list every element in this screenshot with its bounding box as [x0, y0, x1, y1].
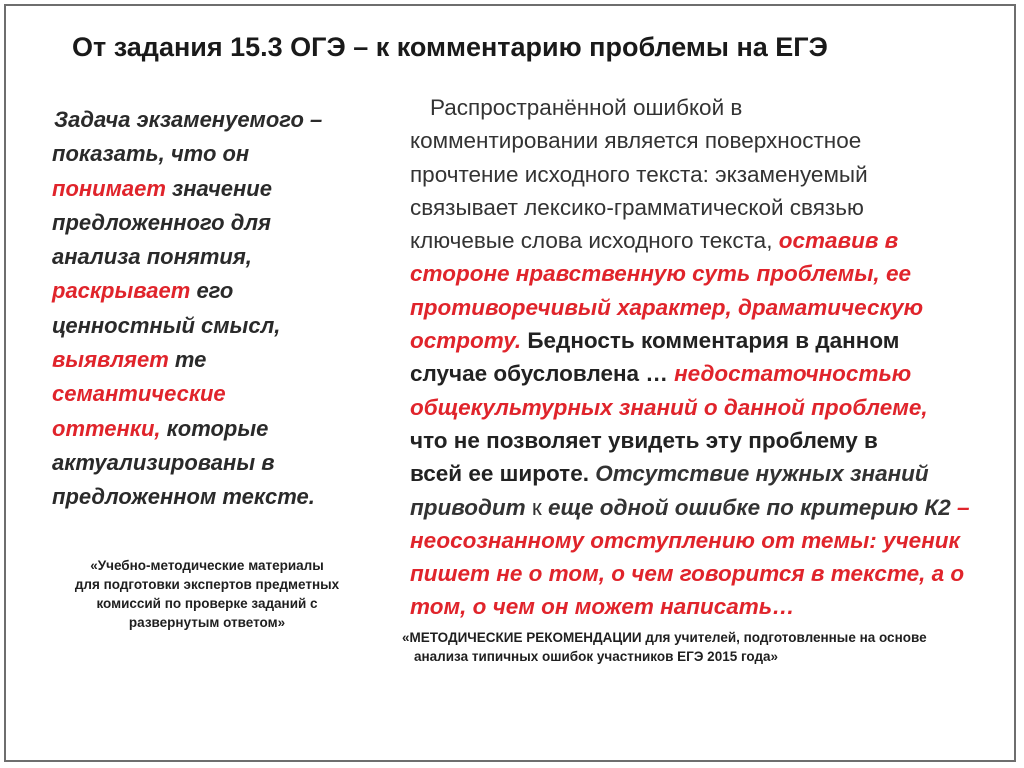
bold-run: Бедность комментария в данном	[521, 328, 900, 354]
left-line	[52, 412, 372, 446]
right-line	[410, 391, 1010, 424]
citation-line: «МЕТОДИЧЕСКИЕ РЕКОМЕНДАЦИИ для учителей, подготовленные на основе	[402, 630, 927, 645]
left-line	[52, 103, 372, 137]
text-run: комментировании является поверхностное	[410, 128, 862, 154]
highlight-run: оставив в	[778, 228, 899, 254]
highlight-run: семантические	[52, 381, 226, 407]
right-line	[410, 291, 1010, 324]
right-line	[410, 158, 1010, 191]
left-source-citation	[42, 556, 372, 632]
text-run: которые	[160, 415, 269, 441]
text-run: актуализированы в	[52, 449, 275, 475]
citation-line: для подготовки экспертов предметных	[74, 577, 340, 592]
right-paragraph	[410, 91, 1010, 624]
highlight-run: неосознанному отступлению от темы: ученик	[410, 527, 960, 553]
right-line	[410, 424, 1010, 457]
citation-line: развернутым ответом»	[128, 615, 286, 630]
slide	[4, 4, 1016, 762]
bold-run: всей ее широте.	[410, 461, 589, 487]
right-line	[410, 91, 1010, 124]
highlight-run: недостаточностью	[674, 361, 912, 387]
right-source-citation	[402, 628, 1022, 666]
right-line	[410, 124, 1010, 157]
citation-line: анализа типичных ошибок участников ЕГЭ 2015 года»	[414, 649, 779, 664]
text-run: Распространённой ошибкой в	[430, 95, 743, 120]
right-line	[410, 557, 1010, 590]
text-run: связывает лексико-грамматической связью	[410, 194, 864, 220]
bold-run: что не позволяет увидеть эту проблему в	[410, 427, 878, 453]
bold-run: случае обусловлена …	[410, 361, 675, 387]
left-line	[52, 240, 372, 274]
text-run: те	[168, 347, 207, 373]
bold-italic-run: еще одной ошибке по критерию К2	[548, 494, 958, 520]
slide-title: От задания 15.3 ОГЭ – к комментарию проблемы на ЕГЭ	[72, 32, 828, 62]
citation-line: комиссий по проверке заданий с	[96, 596, 318, 611]
bold-italic-run: приводит	[410, 494, 526, 520]
highlight-run: раскрывает	[52, 278, 191, 304]
highlight-run: общекультурных знаний о данной проблеме,	[410, 394, 928, 420]
highlight-run: остроту.	[410, 328, 522, 354]
highlight-run: том, о чем он может написать…	[410, 594, 795, 620]
right-line	[410, 491, 1010, 524]
highlight-run: понимает	[52, 175, 166, 201]
left-line	[52, 377, 372, 411]
text-run: показать, что он	[52, 141, 250, 167]
left-line	[52, 172, 372, 206]
text-run: прочтение исходного текста: экзаменуемый	[410, 161, 868, 187]
highlight-run: оттенки,	[52, 415, 161, 441]
left-line	[52, 446, 372, 480]
left-line	[52, 309, 372, 343]
right-line	[410, 324, 1010, 357]
bold-italic-run: Отсутствие нужных знаний	[588, 461, 929, 487]
highlight-run: стороне нравственную суть проблемы, ее	[410, 261, 911, 287]
left-line	[52, 343, 372, 377]
citation-line: «Учебно-методические материалы	[90, 558, 324, 573]
right-line	[410, 191, 1010, 224]
right-line	[410, 357, 1010, 390]
left-line	[52, 480, 372, 514]
text-run: значение	[165, 175, 272, 201]
text-run: ценностный смысл,	[52, 312, 281, 338]
highlight-run: пишет не о том, о чем говорится в тексте, а о	[410, 561, 965, 587]
highlight-run: –	[957, 494, 970, 520]
right-line	[410, 257, 1010, 290]
highlight-run: противоречивый характер, драматическую	[410, 294, 924, 320]
right-line	[410, 524, 1010, 557]
left-line	[52, 274, 372, 308]
right-line	[410, 457, 1010, 490]
text-run: его	[190, 278, 234, 304]
text-run: предложенном тексте.	[52, 484, 315, 510]
left-paragraph	[52, 103, 372, 515]
right-line	[410, 224, 1010, 257]
left-line	[52, 137, 372, 171]
text-run: анализа понятия,	[52, 244, 252, 270]
highlight-run: выявляет	[52, 347, 169, 373]
text-run: Задача экзаменуемого –	[54, 107, 323, 132]
text-run: предложенного для	[52, 209, 271, 235]
right-line	[410, 590, 1010, 623]
text-run: ключевые слова исходного текста,	[410, 228, 779, 254]
text-run: к	[525, 494, 549, 520]
left-line	[52, 206, 372, 240]
